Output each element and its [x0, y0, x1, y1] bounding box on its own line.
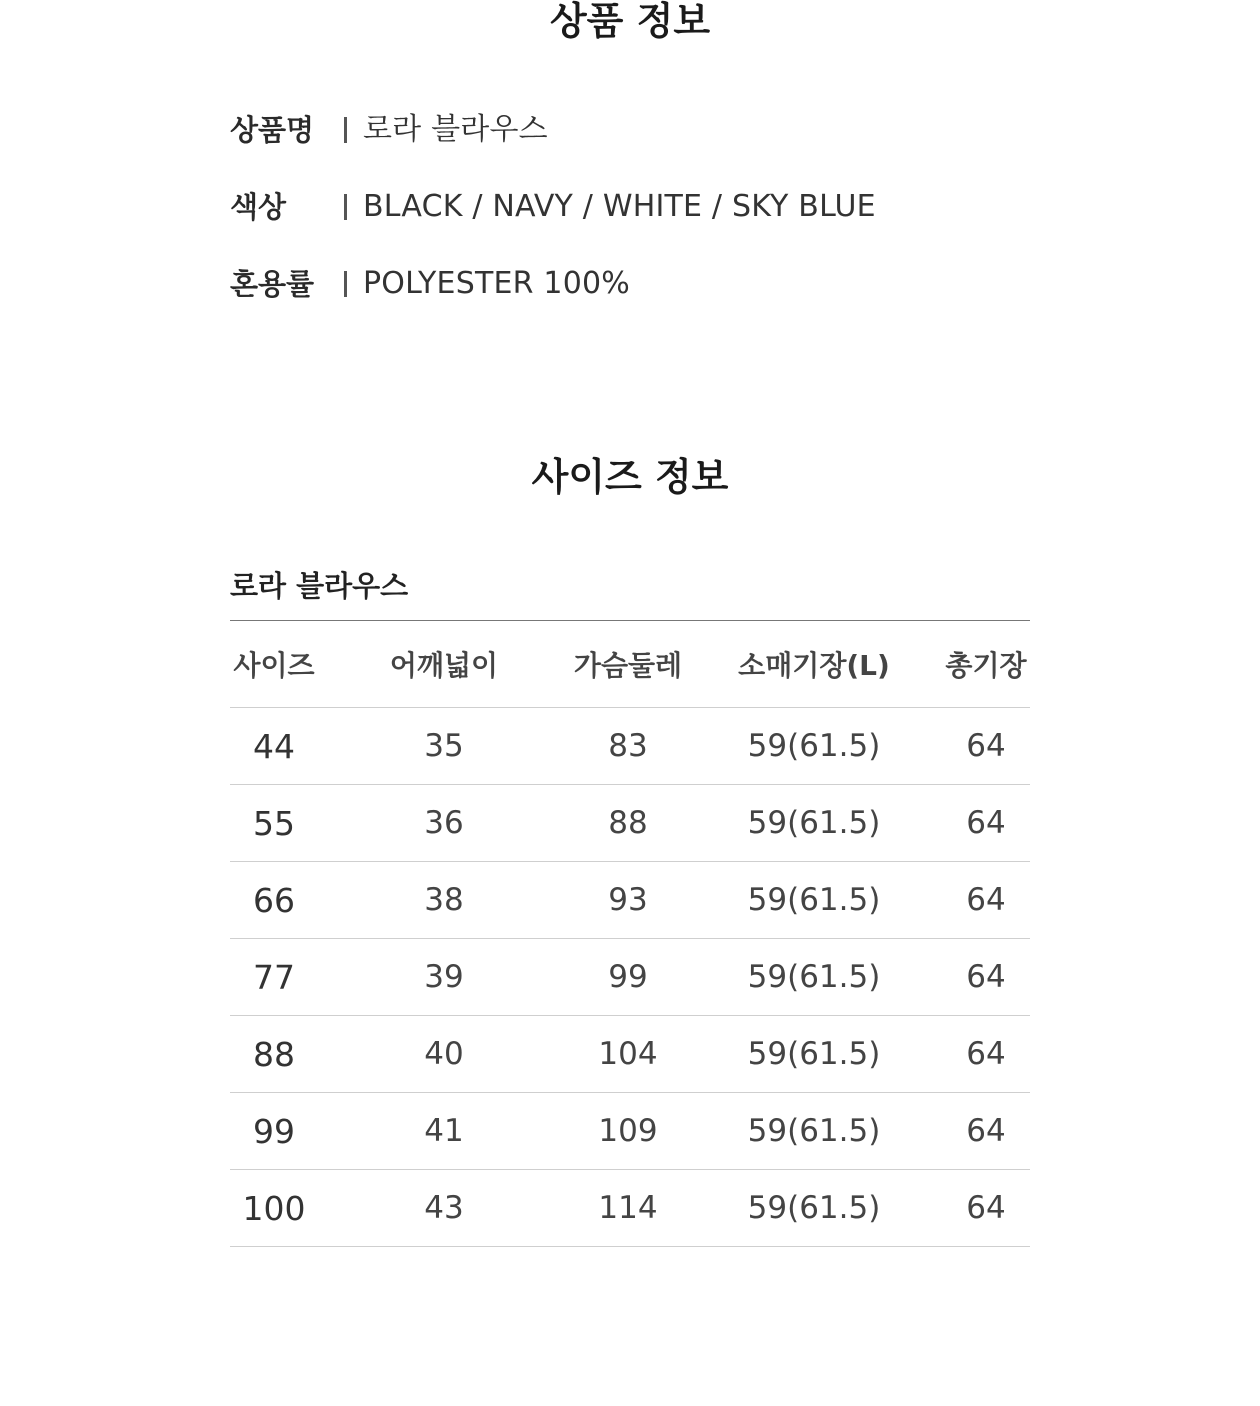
info-value: 로라 블라우스: [363, 112, 548, 147]
cell-chest: 104: [570, 1016, 686, 1093]
cell-shoulder: 35: [318, 708, 570, 785]
size-table-caption: 로라 블라우스: [230, 569, 409, 603]
cell-size: 99: [230, 1093, 318, 1170]
info-value: POLYESTER 100%: [363, 266, 630, 301]
cell-length: 64: [942, 1170, 1030, 1247]
info-label: 혼용률: [230, 267, 315, 301]
cell-length: 64: [942, 708, 1030, 785]
cell-length: 64: [942, 1093, 1030, 1170]
cell-length: 64: [942, 1016, 1030, 1093]
separator-bar: [344, 194, 347, 220]
cell-shoulder: 38: [318, 862, 570, 939]
product-info-title: 상품 정보: [549, 0, 711, 43]
cell-length: 64: [942, 939, 1030, 1016]
info-value: BLACK / NAVY / WHITE / SKY BLUE: [363, 189, 876, 224]
product-info-list: [230, 108, 1030, 339]
cell-sleeve: 59(61.5): [686, 785, 942, 862]
cell-length: 64: [942, 862, 1030, 939]
cell-chest: 109: [570, 1093, 686, 1170]
table-row: [230, 708, 1030, 785]
cell-chest: 88: [570, 785, 686, 862]
cell-size: 55: [230, 785, 318, 862]
header-length: 총기장: [942, 621, 1030, 708]
table-row: [230, 1016, 1030, 1093]
header-chest: 가슴둘레: [570, 621, 686, 708]
table-row: [230, 862, 1030, 939]
header-size: 사이즈: [230, 621, 318, 708]
cell-size: 88: [230, 1016, 318, 1093]
cell-shoulder: 43: [318, 1170, 570, 1247]
cell-size: 77: [230, 939, 318, 1016]
info-row-color: [230, 185, 1030, 262]
cell-sleeve: 59(61.5): [686, 1170, 942, 1247]
table-header-row: [230, 621, 1030, 708]
cell-chest: 114: [570, 1170, 686, 1247]
cell-size: 100: [230, 1170, 318, 1247]
separator-bar: [344, 117, 347, 143]
cell-size: 44: [230, 708, 318, 785]
cell-size: 66: [230, 862, 318, 939]
cell-shoulder: 39: [318, 939, 570, 1016]
cell-sleeve: 59(61.5): [686, 708, 942, 785]
table-row: [230, 939, 1030, 1016]
size-table: [230, 620, 1030, 1247]
info-row-name: [230, 108, 1030, 185]
table-row: [230, 1093, 1030, 1170]
cell-chest: 93: [570, 862, 686, 939]
table-row: [230, 1170, 1030, 1247]
cell-shoulder: 41: [318, 1093, 570, 1170]
cell-length: 64: [942, 785, 1030, 862]
table-row: [230, 785, 1030, 862]
cell-chest: 83: [570, 708, 686, 785]
header-sleeve: 소매기장(L): [686, 621, 942, 708]
cell-sleeve: 59(61.5): [686, 939, 942, 1016]
cell-shoulder: 40: [318, 1016, 570, 1093]
header-shoulder: 어깨넓이: [318, 621, 570, 708]
cell-sleeve: 59(61.5): [686, 1016, 942, 1093]
size-info-title: 사이즈 정보: [531, 455, 729, 499]
cell-sleeve: 59(61.5): [686, 862, 942, 939]
info-label: 상품명: [230, 113, 315, 147]
info-row-material: [230, 262, 1030, 339]
cell-sleeve: 59(61.5): [686, 1093, 942, 1170]
separator-bar: [344, 271, 347, 297]
cell-chest: 99: [570, 939, 686, 1016]
cell-shoulder: 36: [318, 785, 570, 862]
info-label: 색상: [230, 190, 287, 224]
